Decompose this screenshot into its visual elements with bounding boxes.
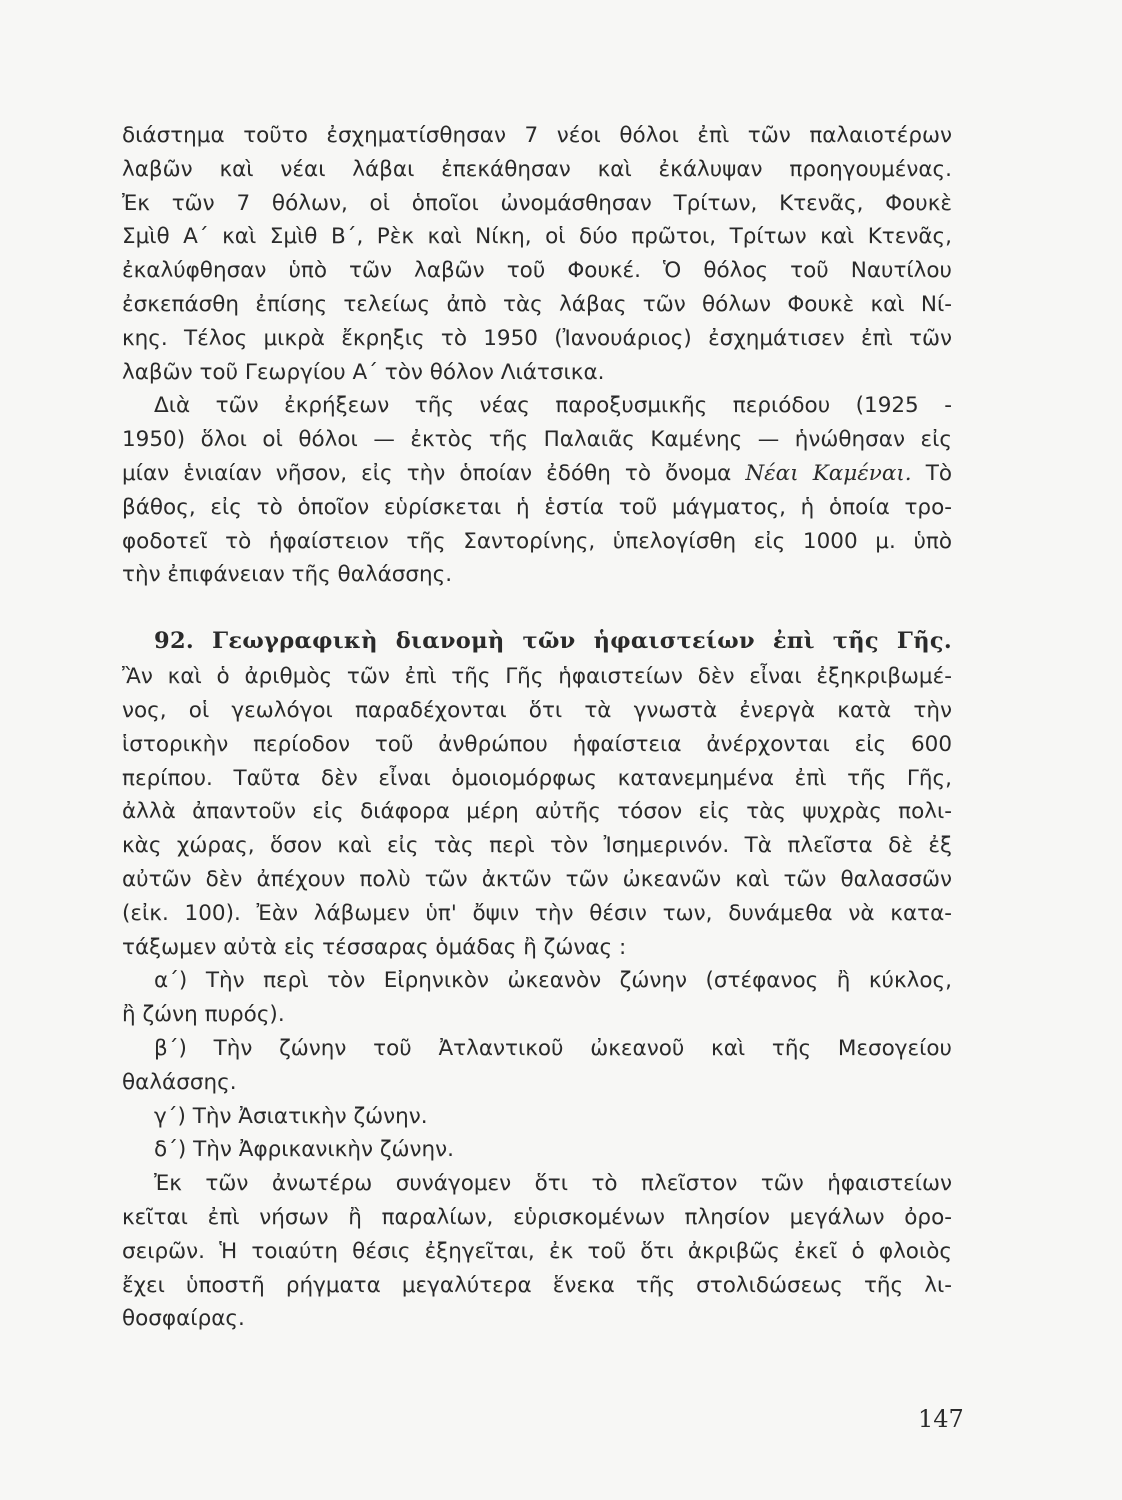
text-line: τάξωμεν αὐτὰ εἰς τέσσαρας ὁμάδας ἢ ζώνας : bbox=[122, 934, 627, 960]
text-line: κὰς χώρας, ὅσον καὶ εἰς τὰς περὶ τὸν Ἰσημερινόν. Τὰ πλεῖστα δὲ ἐξ bbox=[122, 833, 952, 859]
text-line: βάθος, εἰς τὸ ὁποῖον εὑρίσκεται ἡ ἑστία τοῦ μάγματος, ἡ ὁποία τρο- bbox=[122, 494, 952, 520]
text-line: Διὰ τῶν ἐκρήξεων τῆς νέας παροξυσμικῆς περιόδου (1925 - bbox=[154, 393, 952, 419]
text-line: φοδοτεῖ τὸ ἡφαίστειον τῆς Σαντορίνης, ὑπελογίσθη εἰς 1000 μ. ὑπὸ bbox=[122, 528, 952, 554]
text-line: ἐσκεπάσθη ἐπίσης τελείως ἀπὸ τὰς λάβας τῶν θόλων Φουκὲ καὶ Νί- bbox=[122, 291, 952, 317]
text-line: περίπου. Ταῦτα δὲν εἶναι ὁμοιομόρφως κατανεμημένα ἐπὶ τῆς Γῆς, bbox=[122, 765, 952, 791]
page-number: 147 bbox=[918, 1405, 964, 1433]
text-span: Τὸ bbox=[925, 460, 953, 486]
section-title: Γεωγραφικὴ διανομὴ τῶν ἡφαιστείων ἐπὶ τῆς Γῆς. bbox=[212, 628, 952, 655]
list-item-a-cont: ἢ ζώνη πυρός). bbox=[122, 1002, 285, 1028]
text-line: διάστημα τοῦτο ἐσχηματίσθησαν 7 νέοι θόλοι ἐπὶ τῶν παλαιοτέρων bbox=[122, 123, 952, 148]
italic-place-name: Νέαι Καμέναι. bbox=[745, 460, 912, 486]
text-line: Ἐκ τῶν 7 θόλων, οἱ ὁποῖοι ὠνομάσθησαν Τρίτων, Κτενᾶς, Φουκὲ bbox=[122, 190, 952, 216]
text-line: Σμὶθ Α΄ καὶ Σμὶθ Β΄, Ρὲκ καὶ Νίκη, οἱ δύο πρῶτοι, Τρίτων καὶ Κτενᾶς, bbox=[122, 224, 952, 250]
list-item-d: δ΄) Τὴν Ἀφρικανικὴν ζώνην. bbox=[154, 1137, 454, 1163]
text-line: κεῖται ἐπὶ νήσων ἢ παραλίων, εὑρισκομένων πλησίον μεγάλων ὀρο- bbox=[122, 1204, 952, 1230]
text-line: ἀλλὰ ἀπαντοῦν εἰς διάφορα μέρη αὐτῆς τόσον εἰς τὰς ψυχρὰς πολι- bbox=[122, 799, 952, 825]
list-item-b: β΄) Τὴν ζώνην τοῦ Ἀτλαντικοῦ ὠκεανοῦ καὶ τῆς Μεσογείου bbox=[154, 1035, 952, 1061]
body-text bbox=[122, 119, 952, 1336]
text-line: ἔχει ὑποστῆ ρήγματα μεγαλύτερα ἕνεκα τῆς στολιδώσεως τῆς λι- bbox=[122, 1272, 952, 1298]
section-number: 92. bbox=[154, 628, 195, 655]
text-line: αὐτῶν δὲν ἀπέχουν πολὺ τῶν ἀκτῶν τῶν ὠκεανῶν καὶ τῶν θαλασσῶν bbox=[122, 866, 952, 892]
text-line: σειρῶν. Ἡ τοιαύτη θέσις ἐξηγεῖται, ἐκ τοῦ ὅτι ἀκριβῶς ἐκεῖ ὁ φλοιὸς bbox=[122, 1238, 952, 1264]
text-line: θοσφαίρας. bbox=[122, 1306, 245, 1332]
section-gap bbox=[122, 592, 952, 622]
list-item-c: γ΄) Τὴν Ἀσιατικὴν ζώνην. bbox=[154, 1103, 428, 1129]
section-heading bbox=[122, 622, 952, 660]
list-item-a: α΄) Τὴν περὶ τὸν Εἰρηνικὸν ὠκεανὸν ζώνην (στέφανος ἢ κύκλος, bbox=[154, 968, 952, 994]
text-line: τὴν ἐπιφάνειαν τῆς θαλάσσης. bbox=[122, 562, 453, 588]
text-line: 1950) ὅλοι οἱ θόλοι — ἐκτὸς τῆς Παλαιᾶς Καμένης — ἡνώθησαν εἰς bbox=[122, 427, 952, 453]
text-line: (εἰκ. 100). Ἐὰν λάβωμεν ὑπ' ὄψιν τὴν θέσιν των, δυνάμεθα νὰ κατα- bbox=[122, 900, 952, 926]
text-line: κης. Τέλος μικρὰ ἔκρηξις τὸ 1950 (Ἰανουάριος) ἐσχημάτισεν ἐπὶ τῶν bbox=[122, 325, 952, 351]
text-line: νος, οἱ γεωλόγοι παραδέχονται ὅτι τὰ γνωστὰ ἐνεργὰ κατὰ τὴν bbox=[122, 697, 952, 723]
list-item-b-cont: θαλάσσης. bbox=[122, 1069, 237, 1095]
text-line: Ἂν καὶ ὁ ἀριθμὸς τῶν ἐπὶ τῆς Γῆς ἡφαιστείων δὲν εἶναι ἐξηκριβωμέ- bbox=[122, 664, 952, 690]
text-line-with-italic bbox=[122, 457, 952, 491]
text-line: ἐκαλύφθησαν ὑπὸ τῶν λαβῶν τοῦ Φουκέ. Ὁ θόλος τοῦ Ναυτίλου bbox=[122, 258, 952, 284]
text-span: μίαν ἑνιαίαν νῆσον, εἰς τὴν ὁποίαν ἐδόθη τὸ ὄνομα bbox=[122, 460, 732, 486]
text-line: Ἐκ τῶν ἀνωτέρω συνάγομεν ὅτι τὸ πλεῖστον τῶν ἡφαιστείων bbox=[154, 1171, 952, 1197]
text-line: ἱστορικὴν περίοδον τοῦ ἀνθρώπου ἡφαίστεια ἀνέρχονται εἰς 600 bbox=[122, 731, 952, 757]
text-line: λαβῶν τοῦ Γεωργίου Α΄ τὸν θόλον Λιάτσικα. bbox=[122, 359, 605, 385]
text-line: λαβῶν καὶ νέαι λάβαι ἐπεκάθησαν καὶ ἐκάλυψαν προηγουμένας. bbox=[122, 156, 952, 182]
